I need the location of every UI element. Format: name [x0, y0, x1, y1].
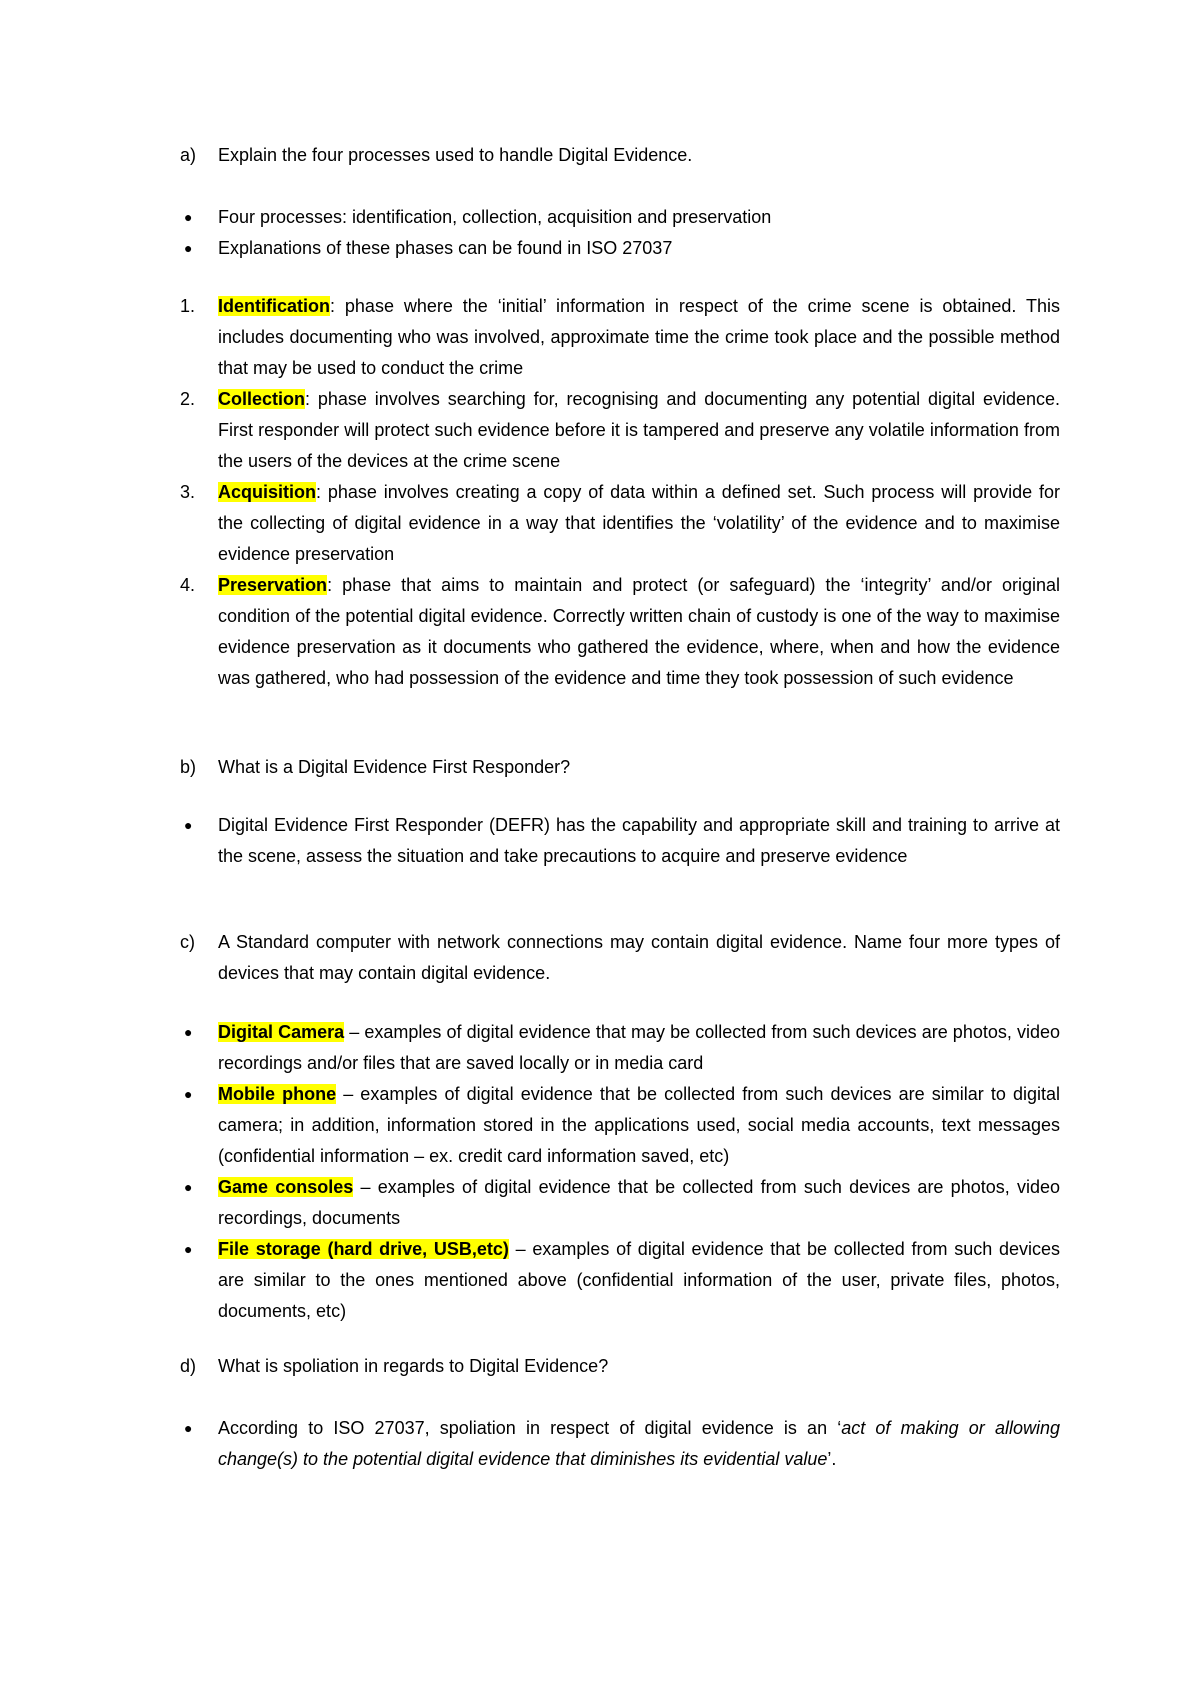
bullet-icon: ● [184, 209, 193, 225]
bullet-icon: ● [184, 1086, 193, 1102]
highlighted-term: Digital Camera [218, 1022, 345, 1042]
bullet-text: Four processes: identification, collection, acquisition and preservation [218, 207, 772, 227]
question-text: What is spoliation in regards to Digital Evidence? [218, 1356, 609, 1376]
bullet-icon: ● [184, 1024, 193, 1040]
highlighted-term: Identification [218, 296, 330, 316]
definition-tail: ’. [827, 1449, 837, 1469]
item-number: 1. [180, 296, 196, 316]
bullet-text [218, 1172, 1060, 1234]
bullet-text [218, 1413, 1060, 1475]
item-number: 4. [180, 575, 196, 595]
item-description: – examples of digital evidence that be collected from such devices are similar to digital camera; in addition, information stored in the applications used, social media accounts, text messages (confidential information – ex. credit card information saved, etc) [218, 1084, 1060, 1166]
highlighted-term: Acquisition [218, 482, 316, 502]
item-description: : phase where the ‘initial’ information in respect of the crime scene is obtained. This includes documenting who was involved, approximate time the crime took place and the possible method that may be used to conduct the crime [218, 296, 1060, 378]
question-marker: a) [180, 145, 197, 165]
bullet-icon: ● [184, 1420, 193, 1436]
highlighted-term: File storage (hard drive, USB,etc) [218, 1239, 509, 1259]
highlighted-term: Mobile phone [218, 1084, 337, 1104]
bullet-icon: ● [184, 1241, 193, 1257]
highlighted-term: Collection [218, 389, 306, 409]
item-text [218, 384, 1060, 477]
question-marker: c) [180, 932, 195, 952]
bullet-text: Explanations of these phases can be found in ISO 27037 [218, 238, 673, 258]
item-text [218, 477, 1060, 570]
item-description: – examples of digital evidence that be collected from such devices are similar to the ones mentioned above (confidential information of the user, private files, photos, documents, etc) [218, 1239, 1060, 1321]
item-number: 2. [180, 389, 196, 409]
definition-lead: According to ISO 27037, spoliation in respect of digital evidence is an ‘ [218, 1418, 842, 1438]
question-text: What is a Digital Evidence First Responder? [218, 757, 571, 777]
bullet-text [218, 1234, 1060, 1327]
question-marker: b) [180, 757, 197, 777]
bullet-text [218, 1017, 1060, 1079]
item-description: : phase involves creating a copy of data within a defined set. Such process will provide for the collecting of digital evidence in a way that identifies the ‘volatility’ of the evidence and to maximise evidence preservation [218, 482, 1060, 564]
item-description: : phase involves searching for, recognising and documenting any potential digital evidence. First responder will protect such evidence before it is tampered and preserve any volatile information from the users of the devices at the crime scene [218, 389, 1060, 471]
highlighted-term: Game consoles [218, 1177, 354, 1197]
bullet-text [218, 1079, 1060, 1172]
item-number: 3. [180, 482, 196, 502]
definition-quote: act of making or allowing change(s) to the potential digital evidence that diminishes its evidential value [218, 1418, 1060, 1469]
bullet-icon: ● [184, 1179, 193, 1195]
question-marker: d) [180, 1356, 197, 1376]
item-description: : phase that aims to maintain and protect (or safeguard) the ‘integrity’ and/or original condition of the potential digital evidence. Correctly written chain of custody is one of the way to maximise evidence preservation as it documents who gathered the evidence, where, when and how the evidence was gathered, who had possession of the evidence and time they took possession of such evidence [218, 575, 1060, 688]
highlighted-term: Preservation [218, 575, 328, 595]
item-description: – examples of digital evidence that may be collected from such devices are photos, video recordings and/or files that are saved locally or in media card [218, 1022, 1060, 1073]
question-text: A Standard computer with network connections may contain digital evidence. Name four more types of devices that may contain digital evidence. [218, 932, 1060, 983]
bullet-icon: ● [184, 240, 193, 256]
item-text [218, 570, 1060, 694]
bullet-text: Digital Evidence First Responder (DEFR) has the capability and appropriate skill and training to arrive at the scene, assess the situation and take precautions to acquire and preserve evidence [218, 815, 1060, 866]
bullet-icon: ● [184, 817, 193, 833]
item-description: – examples of digital evidence that be collected from such devices are photos, video recordings, documents [218, 1177, 1060, 1228]
item-text [218, 291, 1060, 384]
question-text: Explain the four processes used to handle Digital Evidence. [218, 145, 693, 165]
